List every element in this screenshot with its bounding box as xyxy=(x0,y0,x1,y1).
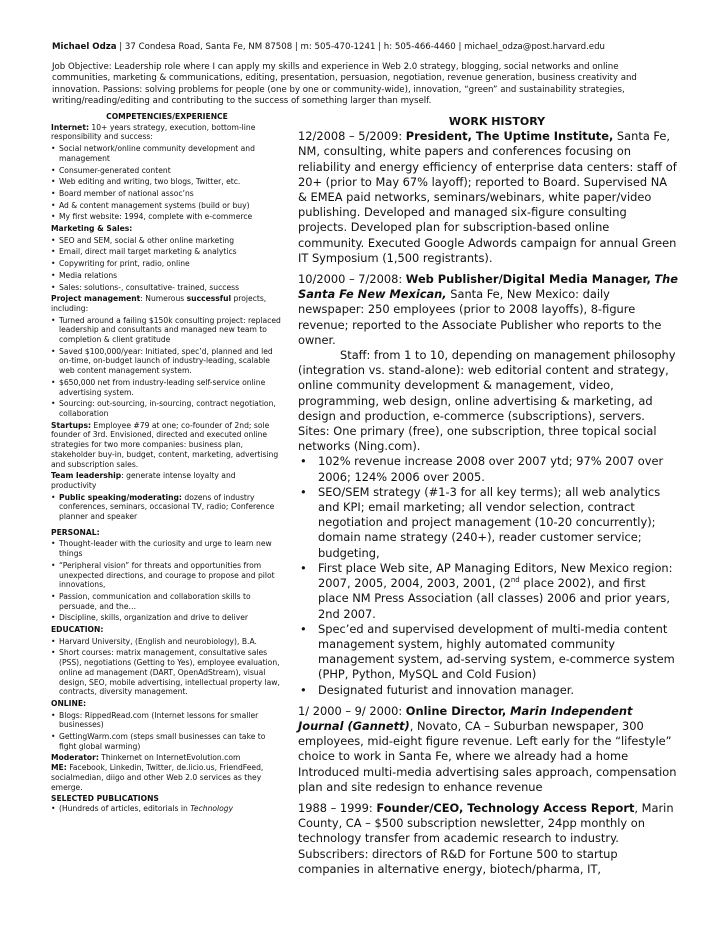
list-item: • Harvard University, (English and neurobiology), B.A. xyxy=(51,637,283,647)
job-marin-summary: Introduced multi-media advertising sales approach, compensation plan and site redesign to enhance revenue xyxy=(298,764,677,794)
team-leadership-paragraph: Team leadership: generate intense loyalty and productivity xyxy=(51,471,236,490)
list-item: • 102% revenue increase 2008 over 2007 ytd; 97% 2007 over 2006; 124% 2006 over 2005. xyxy=(298,454,678,484)
job-achievements-list xyxy=(298,454,678,697)
candidate-name: Michael Odza xyxy=(52,42,117,52)
list-item: • First place Web site, AP Managing Editors, New Mexico region: 2007, 2005, 2004, 2003, 2001, (2nd place 2002), and first place NM Press Association (all classes) 2006 and prior years, 2nd 2007. xyxy=(298,561,678,622)
work-history-title: WORK HISTORY xyxy=(448,115,546,128)
list-item: • My first website: 1994, complete with e-commerce xyxy=(51,212,283,222)
list-item: • Web editing and writing, two blogs, Twitter, etc. xyxy=(51,177,283,187)
project-management-paragraph: Project management: Numerous successful projects, including: xyxy=(51,294,267,313)
list-item: • SEO/SEM strategy (#1-3 for all key terms); all web analytics and KPI; email marketing; all vendor selection, contract negotiation and project management (10-20 concurrently); domain name strategy (240+), reader customer service; budgeting, xyxy=(298,485,678,561)
list-item: • Ad & content management systems (build or buy) xyxy=(51,201,283,211)
list-item: • GettingWarm.com (steps small businesses can take to fight global warming) xyxy=(51,732,283,751)
list-item: • $650,000 net from industry-leading self-service online advertising system. xyxy=(51,378,283,397)
marketing-heading: Marketing & Sales: xyxy=(51,224,133,234)
publications-heading: SELECTED PUBLICATIONS xyxy=(51,794,159,804)
education-heading: EDUCATION: xyxy=(51,625,104,635)
competencies-column xyxy=(51,112,283,816)
job-santa-fe-new-mexican: 10/2000 – 7/2008: Web Publisher/Digital Media Manager, The Santa Fe New Mexican, Santa Fe, New Mexico: daily newspaper: 250 employees (prior to 2008 layoffs), 8-figure revenue; reported to the Associate Publisher who reports to the owner. xyxy=(298,272,679,347)
speaking-list xyxy=(51,493,283,522)
list-item: • Social network/online community development and management xyxy=(51,144,283,163)
job-uptime-institute: 12/2008 – 5/2009: President, The Uptime Institute, Santa Fe, NM, consulting, white papers and conferences focusing on reliability and energy efficiency of enterprise data centers: staff of 20+ (prior to May 67% layoff); reported to Board. Supervised NA & EMEA paid networks, seminars/webinars, white paper/video publishing. Developed and managed six-figure consulting projects. Developed plan for subscription-based online community. Executed Google Adwords campaign for annual Green IT Symposium (1,500 registrants). xyxy=(298,129,677,265)
moderator-line: Moderator: Thinkernet on InternetEvolution.com xyxy=(51,753,241,763)
list-item: • Consumer-generated content xyxy=(51,166,283,176)
list-item: • Designated futurist and innovation manager. xyxy=(298,683,678,698)
list-item: • Copywriting for print, radio, online xyxy=(51,259,283,269)
list-item: • “Peripheral vision” for threats and opportunities from unexpected directions, and courage to propose and pilot innovations, xyxy=(51,561,283,590)
personal-list xyxy=(51,539,283,623)
contact-header xyxy=(52,42,682,53)
list-item: • Short courses: matrix management, consultative sales (PSS), negotiations (Getting to Yes), employee evaluation, online ad management (DART, OpenAdStream), visual design, SEO, mobile advertising, intellectual property law, contracts, diversity management. xyxy=(51,648,283,697)
list-item: • Passion, communication and collaboration skills to persuade, and the… xyxy=(51,592,283,611)
competencies-title: COMPETENCIES/EXPERIENCE xyxy=(106,112,228,121)
me-paragraph: ME: Facebook, Linkedin, Twitter, de.licio.us, FriendFeed, socialmedian, diigo and other Web 2.0 services as they emerge. xyxy=(51,763,264,792)
job-technology-access-report: 1988 – 1999: Founder/CEO, Technology Access Report, Marin County, CA – $500 subscription newsletter, 24pp monthly on technology transfer from academic research to industry. Subscribers: directors of R&D for Fortune 500 to startup companies in alternative energy, biotech/pharma, IT, xyxy=(298,800,674,876)
personal-heading: PERSONAL: xyxy=(51,527,100,537)
job-marin-independent-journal: 1/ 2000 – 9/ 2000: Online Director, Marin Independent Journal (Gannett), Novato, CA – Suburban newspaper, 300 employees, mid-eight figure revenue. Left early for the “lifestyle” choice to work in Santa Fe, where we already had a home xyxy=(298,703,672,764)
list-item: • Discipline, skills, organization and drive to deliver xyxy=(51,613,283,623)
publications-list xyxy=(51,804,283,814)
work-history-column xyxy=(298,114,678,883)
marketing-list xyxy=(51,236,283,293)
list-item: • Email, direct mail target marketing & analytics xyxy=(51,247,283,257)
internet-paragraph: Internet: 10+ years strategy, execution, bottom-line responsibility and success: xyxy=(51,122,256,142)
list-item: • Sourcing: out-sourcing, in-sourcing, contract negotiation, collaboration xyxy=(51,399,283,418)
project-list xyxy=(51,316,283,419)
list-item: • (Hundreds of articles, editorials in Technology xyxy=(51,804,283,814)
job-objective: Job Objective: Leadership role where I can apply my skills and experience in Web 2.0 strategy, blogging, social networks and online communities, marketing & communications, editing, presentation, persuasion, negotiation, revenue generation, business creativity and innovation. Passions: solving problems for people (one by one or community-wide), innovation, “green” and sustainability strategies, writing/reading/editing and contributing to the success of something larger than myself. xyxy=(52,62,637,106)
list-item: • Turned around a failing $150k consulting project: replaced leadership and consultants and managed new team to completion & client gratitude xyxy=(51,316,283,345)
education-list xyxy=(51,637,283,697)
online-list xyxy=(51,711,283,752)
contact-details: | 37 Condesa Road, Santa Fe, NM 87508 | m: 505-470-1241 | h: 505-466-4460 | michael_odza@post.harvard.edu xyxy=(116,42,605,52)
list-item: • Board member of national assoc’ns xyxy=(51,189,283,199)
job-staff-paragraph: Staff: from 1 to 10, depending on management philosophy (integration vs. stand-alone): web editorial content and strategy, online community development & management, video, programming, web design, online advertising & marketing, ad design and production, e-commerce (subscriptions), servers. Sites: One primary (free), one subscription, three topical social networks (Ning.com). xyxy=(298,348,676,454)
list-item: • SEO and SEM, social & other online marketing xyxy=(51,236,283,246)
list-item: • Spec’ed and supervised development of multi-media content management system, highly automated community management system, ad-serving system, e-commerce system (PHP, Python, MySQL and Cold Fusion) xyxy=(298,622,678,683)
internet-list xyxy=(51,144,283,222)
list-item: • Blogs: RippedRead.com (Internet lessons for smaller businesses) xyxy=(51,711,283,730)
list-item: • Thought-leader with the curiosity and urge to learn new things xyxy=(51,539,283,558)
list-item: • Media relations xyxy=(51,271,283,281)
list-item: • Public speaking/moderating: dozens of industry conferences, seminars, occasional TV, radio; Conference planner and speaker xyxy=(51,493,283,522)
list-item: • Saved $100,000/year: Initiated, spec’d, planned and led on-time, on-budget launch of industry-leading, scalable web content management system. xyxy=(51,347,283,376)
online-heading: ONLINE: xyxy=(51,698,87,708)
list-item: • Sales: solutions-, consultative- trained, success xyxy=(51,283,283,293)
startups-paragraph: Startups: Employee #79 at one; co-founder of 2nd; sole founder of 3rd. Envisioned, directed and executed online strategies for two more companies: business plan, stakeholder buy-in, budget, content, marketing, advertising and subscription sales. xyxy=(51,420,279,469)
